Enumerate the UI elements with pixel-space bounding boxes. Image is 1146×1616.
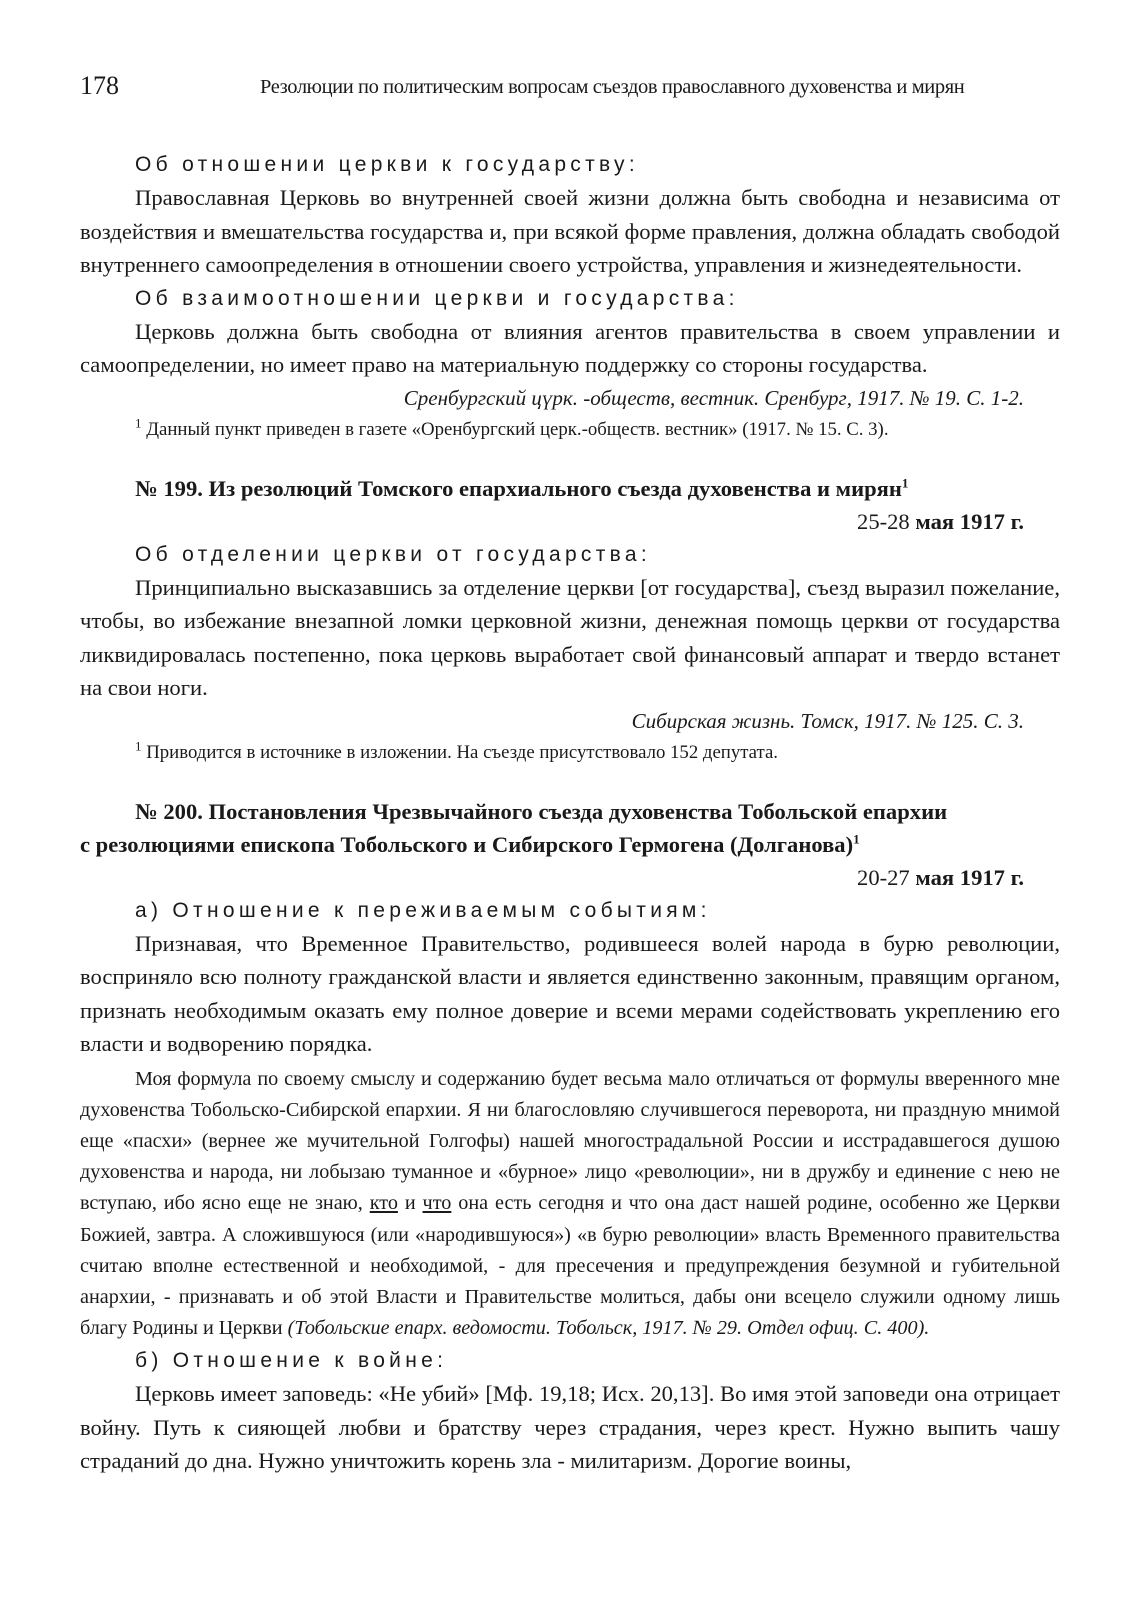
footnote-text: Данный пункт приведен в газете «Оренбургский церк.-обществ. вестник» (1917. № 15. С. 3). (146, 418, 889, 440)
paragraph-church-freedom: Православная Церковь во внутренней своей жизни должна быть свободна и независима от воздействия и вмешательства государства и, при всякой форме правления, должна обладать свободой внутреннего самоопределения в отношении своего устройства, управления и жизнедеятельности. (80, 185, 1060, 277)
date-days: 20-27 (857, 864, 910, 890)
resolution-text-rest: она есть сегодня и что она даст нашей родине, особенно же Церкви Божией, завтра. А сложившуюся (или «народившуюся») «в бурю революции» власть Временного правительства считаю вполне естественной и необходимой, - для пресечения и предупреждения безумной и губительной анархии, - признавать и об этой Власти и Правительстве молиться, дабы они всецело служили одному лишь благу Родины и Церкви (80, 1192, 1061, 1340)
document-title-text: № 199. Из резолюций Томского епархиального съезда духовенства и мирян (135, 475, 902, 501)
subheading-events: а) Отношение к переживаемым событиям: (135, 898, 711, 922)
document-date-200 (80, 861, 1060, 894)
paragraph-events: Признавая, что Временное Правительство, родившееся волей народа в бурю революции, восприняло всю полноту гражданской власти и является единственно законным, правящим органом, признать необходимым оказать ему полное доверие и всеми мерами содействовать укреплению его власти и водворению порядка. (80, 930, 1060, 1056)
subheading-church-state-relation: Об отношении церкви к государству: (135, 153, 639, 176)
document-title-200: № 200. Постановления Чрезвычайного съезда духовенства Тобольской епархии (135, 798, 948, 824)
date-month-year: мая 1917 г. (915, 508, 1024, 534)
page-header (80, 68, 1060, 108)
subheading-war: б) Отношение к войне: (135, 1349, 448, 1373)
document-title-text: с резолюциями епископа Тобольского и Сибирского Гермогена (Долганова) (80, 831, 854, 857)
page-number: 178 (80, 71, 119, 100)
footnote-marker: 1 (135, 738, 142, 754)
footnote (80, 738, 1060, 768)
document-title-200-line2 (80, 828, 1060, 861)
underlined-word-chto: что (422, 1192, 452, 1215)
document-date-199 (80, 505, 1060, 538)
paragraph-separation: Принципиально высказавшись за отделение церкви [от государства], съезд выразил пожелание, чтобы, во избежание внезапной ломки церковной жизни, денежная помощь церкви от государства ликвидировалась постепенно, пока церковь выработает свой финансовый аппарат и твердо встанет на свои ноги. (80, 574, 1060, 700)
running-title: Резолюции по политическим вопросам съездов православного духовенства и мирян (260, 76, 965, 98)
date-days: 25-28 (857, 508, 910, 534)
document-title-199 (80, 472, 1060, 505)
footnote-marker: 1 (853, 830, 860, 846)
footnote (80, 415, 1060, 445)
page-content (80, 148, 1060, 1478)
subheading-church-state-interrelation: Об взаимоотношении церкви и государства: (135, 286, 739, 310)
resolution-source: (Тобольские епарх. ведомости. Тобольск, 1917. № 29. Отдел офиц. С. 400). (287, 1317, 930, 1340)
bishop-resolution (80, 1064, 1060, 1345)
footnote-marker: 1 (901, 474, 909, 490)
paragraph-church-support: Церковь должна быть свободна от влияния агентов правительства в своем управлении и самоопределении, но имеет право на материальную поддержку со стороны государства. (80, 318, 1060, 377)
footnote-marker: 1 (135, 415, 142, 431)
underlined-word-kto: кто (369, 1192, 398, 1215)
resolution-conjunction: и (404, 1192, 416, 1215)
date-month-year: мая 1917 г. (915, 864, 1024, 890)
source-citation: Сибирская жизнь. Томск, 1917. № 125. С. 3. (631, 708, 1024, 733)
resolution-text: Моя формула по своему смыслу и содержанию будет весьма мало отличаться от формулы вверенного мне духовенства Тобольско-Сибирской епархии. Я ни благословляю случившегося переворота, ни праздную мнимой еще «пасхи» (вернее же мучительной Голгофы) нашей многострадальной России и исстрадавшегося душою духовенства и народа, ни лобызаю туманное и «бурное» лицо «революции», ни в дружбу и единение с нею не вступаю, ибо ясно еще не знаю, (80, 1067, 1060, 1215)
paragraph-war: Церковь имеет заповедь: «Не убий» [Мф. 19,18; Исх. 20,13]. Во имя этой заповеди она отрицает войну. Путь к сияющей любви и братству через страдания, через крест. Нужно выпить чашу страданий до дна. Нужно уничтожить корень зла - милитаризм. Дорогие воины, (80, 1381, 1060, 1474)
subheading-separation: Об отделении церкви от государства: (135, 542, 651, 566)
footnote-text: Приводится в источнике в изложении. На съезде присутствовало 152 депутата. (146, 741, 778, 763)
source-citation: Сренбургский цүрк. -обществ, вестник. Сренбург, 1917. № 19. С. 1-2. (403, 385, 1024, 410)
